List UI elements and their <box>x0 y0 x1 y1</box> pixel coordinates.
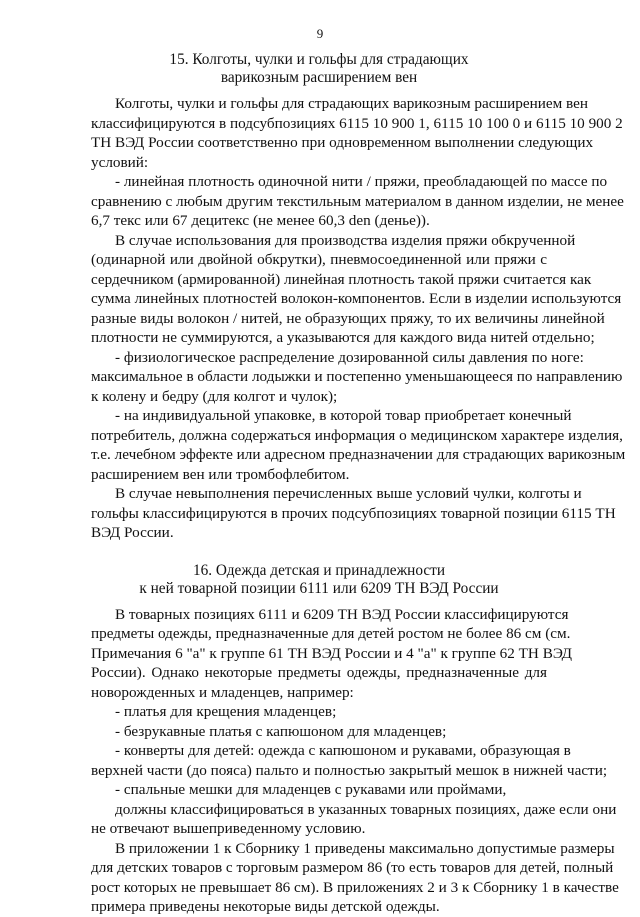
paragraph <box>91 94 623 172</box>
text-line: - на индивидуальной упаковке, в которой товар приобретает конечный <box>115 407 572 424</box>
paragraph <box>91 780 547 800</box>
paragraph <box>91 605 572 703</box>
text-line: России). Однако некоторые предметы одежды, предназначенные для <box>91 664 547 681</box>
heading-line: 15. Колготы, чулки и гольфы для страдающих <box>169 51 469 68</box>
paragraph <box>91 484 616 543</box>
text-line: (одинарной или двойной обкрутки), пневмосоединенной или пряжи с <box>91 251 547 268</box>
paragraph <box>91 800 617 839</box>
text-line: новорожденных и младенцев, например: <box>91 683 354 701</box>
text-line: сердечником (армированной) линейная плотность такой пряжи считается как <box>91 270 592 288</box>
text-line: плотности не суммируются, а указываются для каждого вида нитей отдельно; <box>91 329 595 346</box>
text-line: примера приведены некоторые виды детской одежды. <box>91 898 440 915</box>
text-line: условий: <box>91 153 149 171</box>
paragraph <box>91 741 608 780</box>
text-line: для детских товаров с торговым размером 86 (то есть товаров для детей, полный <box>91 859 614 876</box>
text-line: - безрукавные платья с капюшоном для младенцев; <box>115 722 447 740</box>
text-line: верхней части (до пояса) пальто и полностью закрытый мешок в нижней части; <box>91 761 608 779</box>
text-line: В случае невыполнения перечисленных выше условий чулки, колготы и <box>115 485 582 502</box>
text-line: - конверты для детей: одежда с капюшоном и рукавами, образующая в <box>115 742 571 759</box>
paragraph <box>91 348 623 407</box>
heading-line: к ней товарной позиции 6111 или 6209 ТН ВЭД России <box>139 579 499 597</box>
text-line: к колену и бедру (для колгот и чулок); <box>91 387 338 405</box>
text-line: сумма линейных плотностей волокон-компонентов. Если в изделии используются <box>91 290 622 307</box>
text-line: В приложении 1 к Сборнику 1 приведены максимально допустимые размеры <box>115 839 615 857</box>
text-line: Примечания 6 "а" к группе 61 ТН ВЭД России и 4 "а" к группе 62 ТН ВЭД <box>91 644 572 662</box>
text-line: - спальные мешки для младенцев с рукавами или проймами, <box>115 781 507 798</box>
heading-line: 16. Одежда детская и принадлежности <box>192 561 446 579</box>
text-line: В случае использования для производства изделия пряжи обкрученной <box>115 231 576 249</box>
text-line: В товарных позициях 6111 и 6209 ТН ВЭД России классифицируются <box>115 605 569 623</box>
document-body <box>91 51 626 917</box>
text-line: - линейная плотность одиночной нити / пряжи, преобладающей по массе по <box>115 173 608 190</box>
heading-line: варикозным расширением вен <box>220 69 418 86</box>
text-line: ТН ВЭД России соответственно при одновременном выполнении следующих <box>91 134 594 151</box>
section-heading <box>91 562 547 598</box>
paragraph <box>91 172 624 231</box>
paragraph <box>91 231 622 348</box>
text-line: расширением вен или тромбофлебитом. <box>91 465 350 483</box>
text-line: - платья для крещения младенцев; <box>115 703 337 720</box>
text-line: потребитель, должна содержаться информация о медицинском характере изделия, <box>91 426 623 444</box>
text-line: предметы одежды, предназначенные для детей ростом не более 86 см (см. <box>91 625 571 642</box>
section <box>91 51 626 543</box>
text-line: не отвечают вышеприведенному условию. <box>91 820 366 837</box>
text-line: классифицируются в подсубпозициях 6115 10 900 1, 6115 10 100 0 и 6115 10 900 2 <box>91 114 623 132</box>
text-line: гольфы классифицируются в прочих подсубпозициях товарной позиции 6115 ТН <box>91 504 616 522</box>
paragraph <box>91 406 626 484</box>
text-line: Колготы, чулки и гольфы для страдающих варикозным расширением вен <box>115 95 588 112</box>
section-heading <box>91 51 547 87</box>
section <box>91 561 619 917</box>
page-number: 9 <box>316 26 324 41</box>
paragraph <box>91 722 547 742</box>
text-line: 6,7 текс или 67 децитекс (не менее 60,3 den (денье)). <box>91 212 430 229</box>
text-line: должны классифицироваться в указанных товарных позициях, даже если они <box>115 800 617 818</box>
paragraph <box>91 702 547 722</box>
text-line: сравнению с любым другим текстильным материалом в данном изделии, не менее <box>91 192 624 210</box>
paragraph <box>91 839 619 917</box>
text-line: ВЭД России. <box>91 524 174 541</box>
text-line: максимальное в области лодыжки и постепенно уменьшающееся по направлению <box>91 368 623 385</box>
text-line: т.е. лечебном эффекте или адресном предназначении для страдающих варикозным <box>91 446 626 463</box>
text-line: разные виды волокон / нитей, не образующих пряжу, то их величины линейной <box>91 309 605 327</box>
text-line: рост которых не превышает 86 см). В приложениях 2 и 3 к Сборнику 1 в качестве <box>91 878 619 896</box>
text-line: - физиологическое распределение дозированной силы давления по ноге: <box>115 348 584 366</box>
